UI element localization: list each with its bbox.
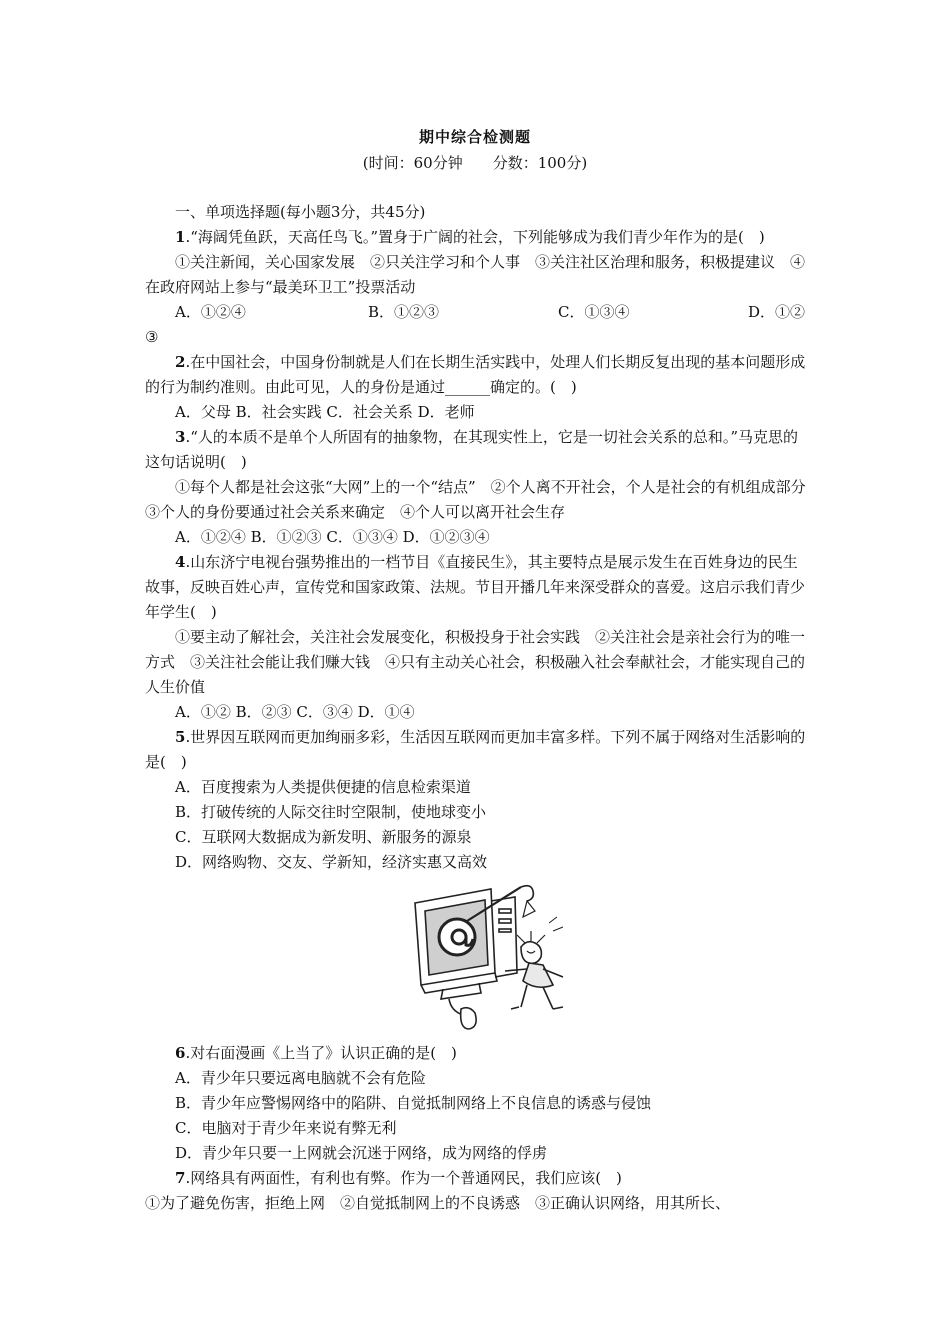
choice-b: B．①②③ <box>368 303 440 321</box>
question-stem: .网络具有两面性，有利也有弊。作为一个普通网民，我们应该( ) <box>185 1169 622 1187</box>
question-number: 4 <box>175 553 186 571</box>
question-5 <box>145 725 810 775</box>
choice-d: D．网络购物、交友、学新知，经济实惠又高效 <box>175 853 488 871</box>
question-4-choices: A．①② B．②③ C．③④ D．①④ <box>175 703 415 721</box>
choice-d: D．青少年只要一上网就会沉迷于网络，成为网络的俘虏 <box>175 1144 548 1162</box>
choice-c: C．电脑对于青少年来说有弊无利 <box>175 1119 397 1137</box>
question-1 <box>145 225 810 250</box>
question-7-items: ①为了避免伤害，拒绝上网 ②自觉抵制网上的不良诱惑 ③正确认识网络，用其所长、 <box>145 1194 731 1212</box>
choice-a: A．百度搜索为人类提供便捷的信息检索渠道 <box>175 778 471 796</box>
question-stem: .山东济宁电视台强势推出的一档节目《直接民生》，其主要特点是展示发生在百姓身边的民生故事，反映百姓心声，宣传党和国家政策、法规。节目开播几年来深受群众的喜爱。这启示我们青少年学生( ) <box>145 553 806 621</box>
question-4 <box>145 550 810 625</box>
choice-b: B．青少年应警惕网络中的陷阱、自觉抵制网络上不良信息的诱惑与侵蚀 <box>175 1094 652 1112</box>
question-3-choices: A．①②④ B．①②③ C．①③④ D．①②③④ <box>175 528 490 546</box>
question-number: 2 <box>175 353 186 371</box>
choice-c: C．互联网大数据成为新发明、新服务的源泉 <box>175 828 472 846</box>
section-heading: 一、单项选择题(每小题3分，共45分) <box>175 203 426 221</box>
question-stem: .“海阔凭鱼跃，天高任鸟飞。”置身于广阔的社会，下列能够成为我们青少年作为的是( ) <box>185 228 765 246</box>
choice-c: C．①③④ <box>558 303 630 321</box>
question-2 <box>145 350 810 400</box>
exam-body <box>145 200 821 1216</box>
question-number: 1 <box>175 228 186 246</box>
question-stem: .世界因互联网而更加绚丽多彩，生活因互联网而更加丰富多样。下列不属于网络对生活影响的是( ) <box>145 728 806 771</box>
choice-d-wrap: ③ <box>145 328 159 346</box>
question-6 <box>145 1041 810 1066</box>
question-stem: .在中国社会，中国身份制就是人们在长期生活实践中，处理人们长期反复出现的基本问题形成的行为制约准则。由此可见，人的身份是通过______确定的。( ) <box>145 353 806 396</box>
question-number: 6 <box>175 1044 186 1062</box>
question-4-items: ①要主动了解社会，关注社会发展变化，积极投身于社会实践 ②关注社会是亲社会行为的唯一方式 ③关注社会能让我们赚大钱 ④只有主动关心社会，积极融入社会奉献社会，才能实现自己的人生价值 <box>145 628 806 696</box>
question-3 <box>145 425 810 475</box>
cartoon-illustration <box>403 881 583 1031</box>
choice-a: A．青少年只要远离电脑就不会有危险 <box>175 1069 426 1087</box>
question-3-items: ①每个人都是社会这张“大网”上的一个“结点” ②个人离不开社会，个人是社会的有机组成部分 ③个人的身份要通过社会关系来确定 ④个人可以离开社会生存 <box>145 478 821 521</box>
question-1-items: ①关注新闻，关心国家发展 ②只关注学习和个人事 ③关注社区治理和服务，积极提建议 ④在政府网站上参与“最美环卫工”投票活动 <box>145 253 806 296</box>
question-7 <box>145 1166 810 1191</box>
page-title: 期中综合检测题 <box>418 128 531 146</box>
question-1-choices <box>145 300 810 325</box>
question-number: 7 <box>175 1169 186 1187</box>
choice-b: B．打破传统的人际交往时空限制，使地球变小 <box>175 803 487 821</box>
computer-cartoon-image <box>403 881 583 1031</box>
choice-a: A．①②④ <box>175 303 246 321</box>
question-stem: .对右面漫画《上当了》认识正确的是( ) <box>185 1044 457 1062</box>
question-number: 5 <box>175 728 186 746</box>
question-number: 3 <box>175 428 186 446</box>
page-subtitle: (时间：60分钟 分数：100分) <box>362 154 588 172</box>
choice-d: D．①② <box>748 303 806 321</box>
question-stem: .“人的本质不是单个人所固有的抽象物，在其现实性上，它是一切社会关系的总和。”马克思的这句话说明( ) <box>145 428 799 471</box>
question-2-choices: A．父母 B．社会实践 C．社会关系 D．老师 <box>175 403 475 421</box>
